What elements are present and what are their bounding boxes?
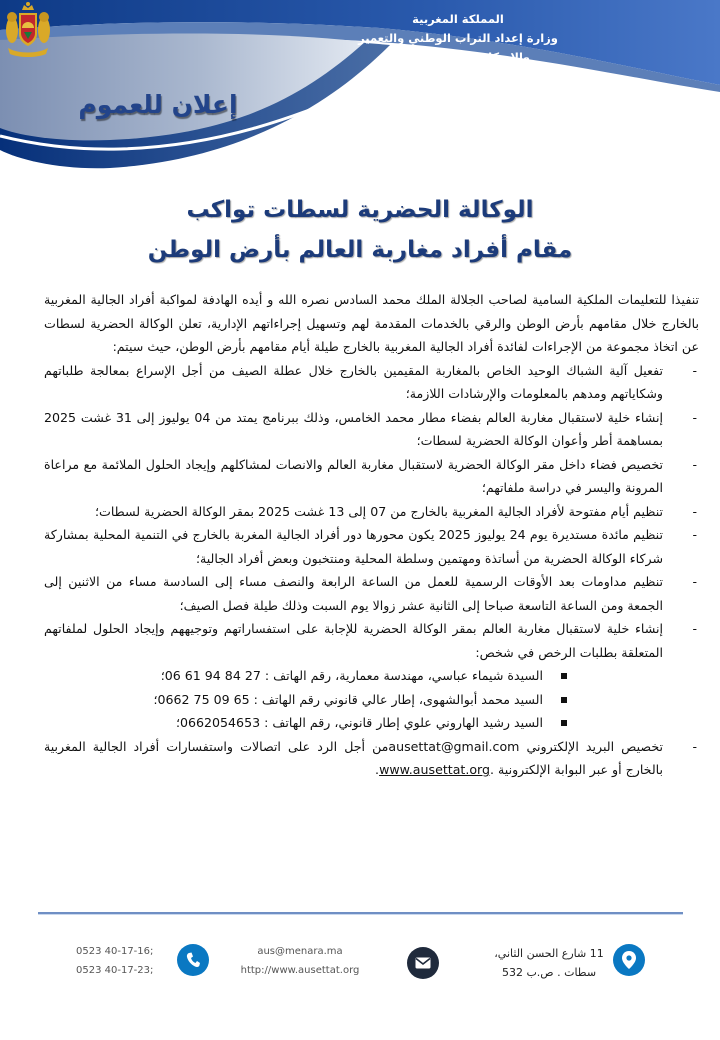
dash-bullet: -: [692, 456, 697, 472]
dash-bullet: -: [692, 621, 697, 636]
measure-item: - تخصيص فضاء داخل مقر الوكالة الحضرية لاستقبال مغاربة العالم والانصات لمشاكلهم وإيجاد الحلول الملائمة مع مراعاة المرونة واليسر في دراسة ملفاتهم؛: [44, 453, 699, 500]
dash-bullet: -: [692, 574, 697, 589]
org-line-ministry-2: والإسكان وسياسة المدينة: [385, 50, 531, 64]
dash-bullet: -: [692, 409, 697, 425]
contact-person: السيد رشيد الهاروني علوي إطار قانوني، رقم الهاتف : 0662054653؛: [44, 711, 567, 735]
footer-phone-2[interactable]: 0523 40-17-23;: [76, 965, 154, 976]
measure-item: - تنظيم مائدة مستديرة يوم 24 يوليوز 2025 يكون محورها دور أفراد الجالية المغربة بالخارج في التنمية المحلية بمشاركة شركاء الوكالة الحضرية من أساتذة ومهتمين وسلطة المحلية ومنتخبون وبعض أفراد الجالية؛: [44, 523, 699, 570]
website-link[interactable]: www.ausettat.org: [379, 762, 491, 777]
footer-email[interactable]: aus@menara.ma: [257, 946, 343, 957]
measure-item: - إنشاء خلية لاستقبال مغاربة العالم بفضاء مطار محمد الخامس، وذلك ببرنامج يمتد من 04 يوليوز إلى 31 غشت 2025 بمساهمة أطر وأعوان الوكالة الحضرية لسطات؛: [44, 406, 699, 453]
dash-bullet: -: [692, 738, 697, 754]
contact-person: السيد محمد أبوالشهوى، إطار عالي قانوني رقم الهاتف : 0662 75 09 65؛: [44, 688, 567, 712]
measure-item: - تنظيم مداومات بعد الأوقات الرسمية للعمل من الساعة الرابعة والنصف مساء إلى السادسة مساء من الاثنين إلى الجمعة ومن الساعة التاسعة صباحا إلى الثانية عشر زوالا يوم السبت وذلك طيلة فصل الصيف؛: [44, 570, 699, 617]
address-line-1: 11 شارع الحسن الثاني،: [494, 947, 604, 960]
document-body: [44, 288, 699, 782]
title-line-2: مقام أفراد مغاربة العالم بأرض الوطن: [147, 237, 573, 263]
square-bullet: [561, 673, 567, 679]
measure-item: - تنظيم أيام مفتوحة لأفراد الجالية المغربية بالخارج من 07 إلى 13 غشت 2025 بمقر الوكالة الحضرية لسطات؛: [44, 500, 699, 524]
footer-address: [494, 944, 604, 982]
org-line-ministry: وزارة إعداد التراب الوطني والتعمير: [358, 31, 558, 45]
envelope-icon: [407, 947, 439, 979]
org-line-agency: الوكالة الحضرية لسطات: [390, 69, 526, 83]
contact-persons-list: [44, 664, 663, 735]
dash-bullet: -: [692, 362, 697, 378]
contact-phone[interactable]: 0662 75 09 65: [157, 691, 250, 707]
organization-name-block: [308, 10, 608, 86]
coat-of-arms-icon: [0, 0, 56, 64]
dash-bullet: -: [692, 503, 697, 519]
square-bullet: [561, 720, 567, 726]
footer-divider: [38, 912, 683, 915]
dash-bullet: -: [692, 527, 697, 542]
contact-phone[interactable]: 0662054653: [179, 715, 261, 730]
org-line-kingdom: المملكة المغربية: [412, 12, 504, 26]
intro-paragraph: تنفيذا للتعليمات الملكية السامية لصاحب الجلالة الملك محمد السادس نصره الله و أيده الهادفة لمواكبة أفراد الجالية المغربية بالخارج خلال مقامهم بأرض الوطن والرقي بالخدمات المقدمة لهم وتسهيل إجراءاتهم الإدارية، تعلن الوكالة الحضرية لسطات عن اتخاذ مجموعة من الإجراءات لفائدة أفراد الجالية المغربية بالخارج طيلة أيام مقامهم بأرض الوطن، حيث سيتم:: [44, 292, 699, 354]
contact-email-link[interactable]: ausettat@gmail.com: [388, 738, 520, 754]
footer-website[interactable]: http://www.ausettat.org: [240, 965, 360, 976]
footer-phones: [76, 942, 166, 980]
title-line-1: الوكالة الحضرية لسطات تواكب: [186, 197, 534, 223]
contact-person: السيدة شيماء عباسي، مهندسة معمارية، رقم الهاتف : 06 61 94 84 27؛: [44, 664, 567, 688]
measure-item: - تفعيل آلية الشباك الوحيد الخاص بالمغاربة المقيمين بالخارج خلال عطلة الصيف من أجل الإسراع بمعالجة طلباتهم وشكاياتهم ومدهم بالمعلومات والإرشادات اللازمة؛: [44, 359, 699, 406]
footer-web-contact: [240, 942, 360, 980]
letterhead: [0, 0, 720, 190]
address-line-2: سطات . ص.ب 532: [501, 966, 597, 979]
measure-item: - تخصيص البريد الإلكتروني ausettat@gmail.comمن أجل الرد على اتصالات واستفسارات أفراد الجالية المغربية بالخارج أو عبر البوابة الإلكترونية .www.ausettat.org.: [44, 735, 699, 782]
announcement-heading: إعلان للعموم: [78, 90, 238, 119]
document-title: [0, 190, 720, 270]
measures-list: [44, 359, 699, 782]
square-bullet: [561, 697, 567, 703]
footer-phone-1[interactable]: 0523 40-17-16;: [76, 946, 154, 957]
location-pin-icon: [613, 944, 645, 976]
measure-item: - إنشاء خلية لاستقبال مغاربة العالم بمقر الوكالة الحضرية للإجابة على استفساراتهم وتوجيههم وإيجاد الحلول لملفاتهم المتعلقة بطلبات الرخص في شخص: السيدة شيماء عباسي، مهندسة معمارية، رقم الهاتف : 06 61 94 84 27؛ السيد محمد أبوالشهوى، إطار عالي قانوني رقم الهاتف : 0662 75 09 65؛ السيد رشيد الهاروني علوي إطار قانوني، رقم الهاتف : 0662054653؛: [44, 617, 699, 735]
contact-phone[interactable]: 06 61 94 84 27: [164, 668, 261, 683]
phone-icon: [177, 944, 209, 976]
